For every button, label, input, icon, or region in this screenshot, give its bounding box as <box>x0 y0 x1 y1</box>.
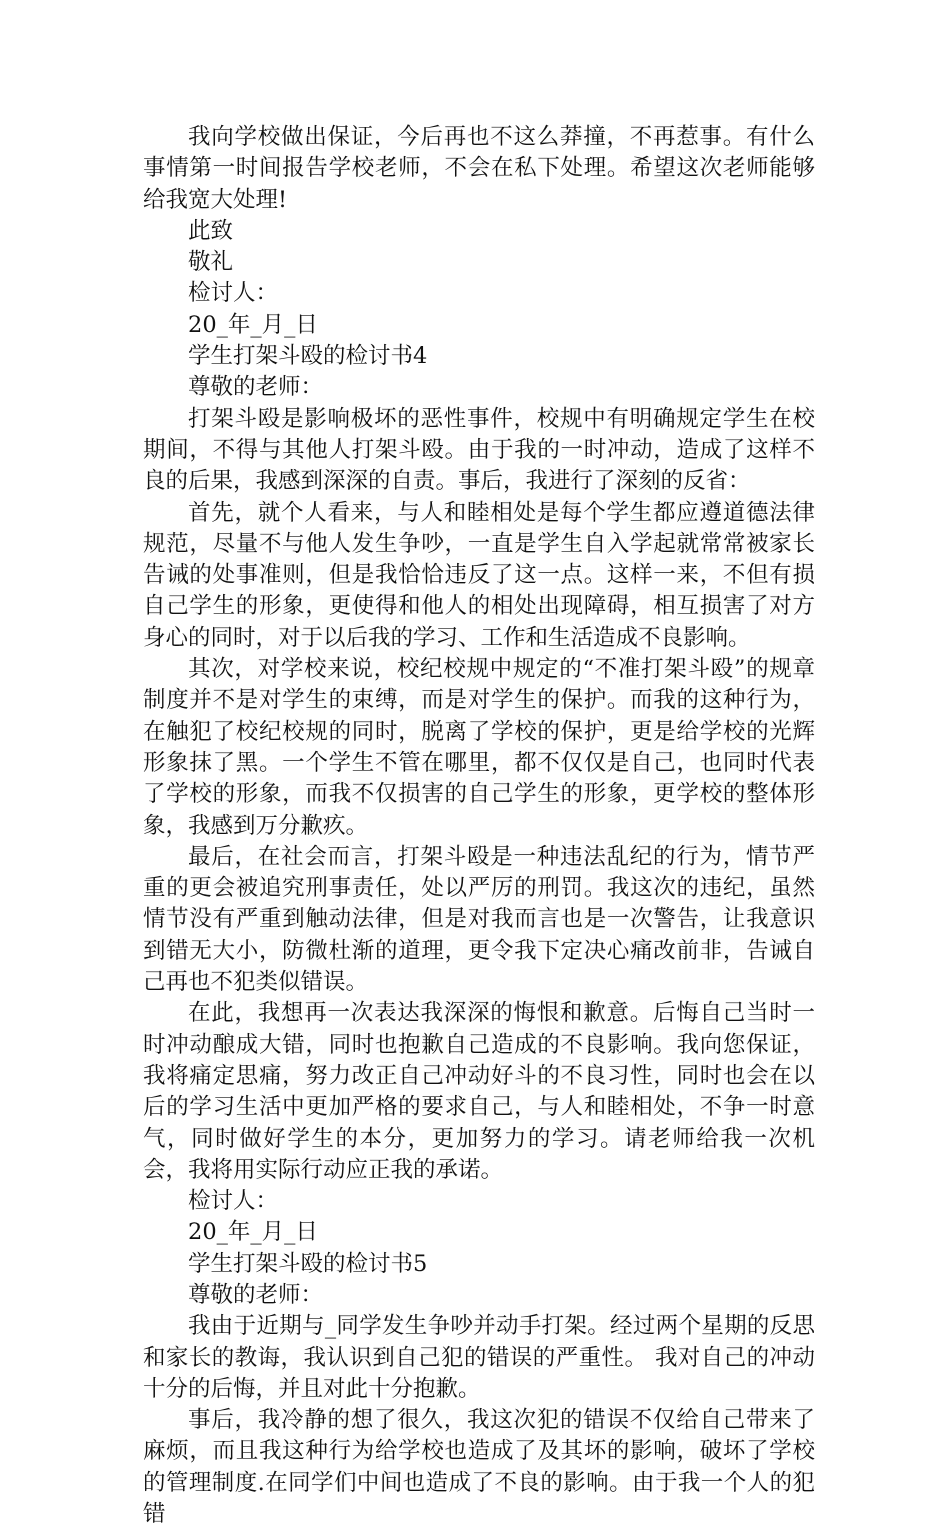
paragraph-first: 首先，就个人看来，与人和睦相处是每个学生都应遵道德法律规范，尽量不与他人发生争吵，一直是学生自入学起就常常被家长告诫的处事准则，但是我恰恰违反了这一点。这样一来，不但有损自己学生的形象，更使得和他人的相处出现障碍，相互损害了对方身心的同时，对于以后我的学习、工作和生活造成不良影响。 <box>143 499 815 651</box>
greeting: 尊敬的老师： <box>188 1281 324 1308</box>
closing-regards: 敬礼 <box>188 249 234 276</box>
document-body <box>143 122 815 1530</box>
paragraph-conclusion: 在此，我想再一次表达我深深的悔恨和歉意。后悔自己当时一时冲动酿成大错，同时也抱歉自己造成的不良影响。我向您保证，我将痛定思痛，努力改正自己冲动好斗的不良习性，同时也会在以后的学习生活中更加严格的要求自己，与人和睦相处，不争一时意气，同时做好学生的本分，更加努力的学习。请老师给我一次机会，我将用实际行动应正我的承诺。 <box>143 1000 815 1183</box>
signature-label: 检讨人： <box>188 280 279 307</box>
paragraph-last: 最后，在社会而言，打架斗殴是一种违法乱纪的行为，情节严重的更会被追究刑事责任，处以严厉的刑罚。我这次的违纪，虽然情节没有严重到触动法律，但是对我而言也是一次警告，让我意识到错无大小，防微杜渐的道理，更令我下定决心痛改前非，告诫自己再也不犯类似错误。 <box>143 843 815 996</box>
date-line: 20_年_月_日 <box>188 1219 318 1246</box>
paragraph-reflection: 事后，我冷静的想了很久，我这次犯的错误不仅给自己带来了麻烦，而且我这种行为给学校也造成了及其坏的影响，破坏了学校的管理制度.在同学们中间也造成了不良的影响。由于我一个人的犯错 <box>143 1407 815 1528</box>
greeting: 尊敬的老师： <box>188 374 324 401</box>
paragraph-intro: 打架斗殴是影响极坏的恶性事件，校规中有明确规定学生在校期间，不得与其他人打架斗殴。由于我的一时冲动，造成了这样不良的后果，我感到深深的自责。事后，我进行了深刻的反省： <box>143 405 815 495</box>
section-title: 学生打架斗殴的检讨书5 <box>188 1250 428 1277</box>
paragraph-incident: 我由于近期与_同学发生争吵并动手打架。经过两个星期的反思和家长的教诲，我认识到自己犯的错误的严重性。 我对自己的冲动十分的后悔，并且对此十分抱歉。 <box>143 1313 815 1402</box>
paragraph-guarantee: 我向学校做出保证，今后再也不这么莽撞，不再惹事。有什么事情第一时间报告学校老师，不会在私下处理。希望这次老师能够给我宽大处理! <box>143 124 815 213</box>
closing-salutation: 此致 <box>188 217 234 244</box>
section-title: 学生打架斗殴的检讨书4 <box>188 343 428 370</box>
date-line: 20_年_月_日 <box>188 311 318 338</box>
signature-label: 检讨人： <box>188 1188 279 1215</box>
paragraph-second: 其次，对学校来说，校纪校规中规定的“不准打架斗殴”的规章制度并不是对学生的束缚，而是对学生的保护。而我的这种行为，在触犯了校纪校规的同时，脱离了学校的保护，更是给学校的光辉形象抹了黑。一个学生不管在哪里，都不仅仅是自己，也同时代表了学校的形象，而我不仅损害的自己学生的形象，更学校的整体形象，我感到万分歉疚。 <box>143 656 815 839</box>
